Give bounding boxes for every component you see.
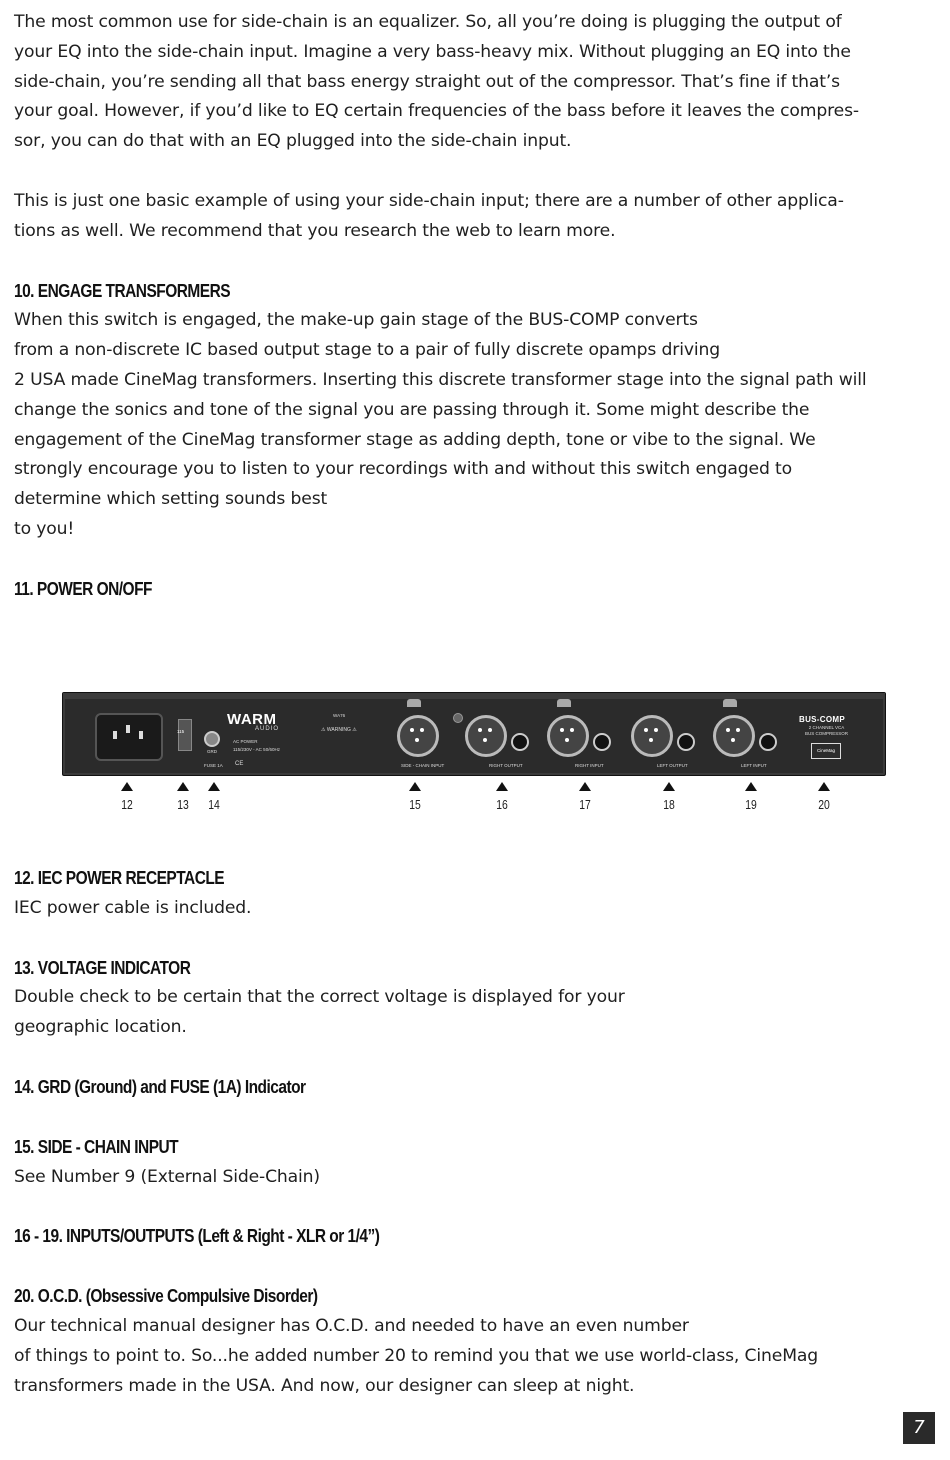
text-line: your goal. However, if you’d like to EQ certain frequencies of the bass before it leaves the compres- <box>14 101 859 122</box>
callout-12 <box>112 782 142 812</box>
right-output-jack <box>511 733 529 751</box>
section-10-heading: 10. ENGAGE TRANSFORMERS <box>14 280 231 301</box>
right-output-label: RIGHT OUTPUT <box>489 763 523 768</box>
callout-number: 13 <box>177 797 189 812</box>
section-11-heading: 11. POWER ON/OFF <box>14 578 152 599</box>
callout-number: 16 <box>496 797 508 812</box>
callout-14 <box>199 782 229 812</box>
callout-13 <box>168 782 198 812</box>
ce-mark: CE <box>235 761 244 767</box>
section-20-heading: 20. O.C.D. (Obsessive Compulsive Disorder) <box>14 1286 318 1307</box>
section-10-body <box>14 306 944 544</box>
warm-logo-sub: AUDIO <box>255 726 280 732</box>
grd-label: GRD <box>207 749 217 754</box>
left-output-label: LEFT OUTPUT <box>657 763 688 768</box>
manual-page-lower <box>14 864 944 1401</box>
right-output-xlr <box>465 715 507 757</box>
voltage-switch <box>178 719 192 751</box>
text-line: strongly encourage you to listen to your recordings with and without this switch engaged to <box>14 459 792 480</box>
callout-number: 18 <box>663 797 675 812</box>
section-16-19-heading: 16 - 19. INPUTS/OUTPUTS (Left & Right - XLR or 1/4”) <box>14 1226 380 1247</box>
text-line: IEC power cable is included. <box>14 897 252 918</box>
section-14-heading: 14. GRD (Ground) and FUSE (1A) Indicator <box>14 1076 306 1097</box>
text-line: to you! <box>14 518 75 539</box>
text-line: 2 USA made CineMag transformers. Inserting this discrete transformer stage into the signal path will <box>14 369 867 390</box>
model-label: WA76 <box>333 713 346 718</box>
section-15-body <box>14 1163 944 1193</box>
manual-page <box>14 8 944 605</box>
section-15-heading: 15. SIDE - CHAIN INPUT <box>14 1136 179 1157</box>
callout-number: 14 <box>208 797 220 812</box>
section-13-body <box>14 983 944 1043</box>
section-13-heading: 13. VOLTAGE INDICATOR <box>14 957 191 978</box>
text-line: Our technical manual designer has O.C.D. and needed to have an even number <box>14 1315 689 1336</box>
callout-number: 17 <box>579 797 591 812</box>
voltage-label: 115 <box>177 729 185 734</box>
callout-16 <box>487 782 517 812</box>
section-20-body <box>14 1312 944 1401</box>
callout-18 <box>654 782 684 812</box>
text-line: When this switch is engaged, the make-up gain stage of the BUS-COMP converts <box>14 310 698 331</box>
text-line: This is just one basic example of using your side-chain input; there are a number of other applica- <box>14 190 844 211</box>
section-12-heading: 12. IEC POWER RECEPTACLE <box>14 868 225 888</box>
left-output-jack <box>677 733 695 751</box>
ac-power-label: AC POWER <box>233 739 258 744</box>
text-line: engagement of the CineMag transformer stage as adding depth, tone or vibe to the signal. We <box>14 429 816 450</box>
text-line: change the sonics and tone of the signal you are passing through it. Some might describe the <box>14 399 810 420</box>
text-line: determine which setting sounds best <box>14 489 328 510</box>
text-line: tions as well. We recommend that you research the web to learn more. <box>14 220 616 241</box>
callout-17 <box>570 782 600 812</box>
text-line: geographic location. <box>14 1017 187 1038</box>
rear-panel <box>62 692 886 776</box>
text-line: The most common use for side-chain is an equalizer. So, all you’re doing is plugging the output of <box>14 12 842 32</box>
sidechain-input-label: SIDE - CHAIN INPUT <box>401 763 445 768</box>
section-12-body <box>14 894 944 924</box>
text-line: Double check to be certain that the correct voltage is displayed for your <box>14 987 625 1008</box>
text-line: of things to point to. So...he added number 20 to remind you that we use world-class, CineMag <box>14 1345 819 1366</box>
callout-20 <box>809 782 839 812</box>
warm-logo: WARM <box>227 711 277 728</box>
page-number: 7 <box>903 1412 935 1444</box>
intro-paragraph <box>14 8 944 157</box>
callout-number: 15 <box>409 797 421 812</box>
ac-spec-label: 115/230V - AC 50/60Hz <box>233 747 280 752</box>
text-line: from a non-discrete IC based output stage to a pair of fully discrete opamps driving <box>14 340 720 361</box>
left-output-xlr <box>631 715 673 757</box>
right-input-label: RIGHT INPUT <box>575 763 604 768</box>
warning-label: ⚠ WARNING ⚠ <box>321 727 357 733</box>
intro2-paragraph <box>14 187 944 247</box>
left-input-label: LEFT INPUT <box>741 763 767 768</box>
iec-receptacle <box>95 713 163 761</box>
bus-comp-brand: BUS-COMP <box>799 715 845 724</box>
brand-subtitle <box>805 725 848 736</box>
text-line: side-chain, you’re sending all that bass energy straight out of the compressor. That’s fine if that’s <box>14 71 840 92</box>
right-input-xlr <box>547 715 589 757</box>
rear-panel-figure <box>62 692 886 822</box>
callout-15 <box>400 782 430 812</box>
brand-subtitle-line: 2 CHANNEL VCA <box>808 725 845 730</box>
text-line: See Number 9 (External Side-Chain) <box>14 1166 320 1187</box>
left-input-jack <box>759 733 777 751</box>
right-input-jack <box>593 733 611 751</box>
fuse-label: FUSE 1A <box>204 763 223 768</box>
left-input-xlr <box>713 715 755 757</box>
callout-number: 12 <box>121 797 133 812</box>
fuse-holder <box>204 731 220 747</box>
text-line: transformers made in the USA. And now, our designer can sleep at night. <box>14 1375 635 1396</box>
sidechain-xlr <box>397 715 439 757</box>
callout-number: 19 <box>745 797 757 812</box>
text-line: your EQ into the side-chain input. Imagine a very bass-heavy mix. Without plugging an EQ into the <box>14 41 851 62</box>
callout-number: 20 <box>818 797 830 812</box>
text-line: sor, you can do that with an EQ plugged into the side-chain input. <box>14 131 572 152</box>
callout-19 <box>736 782 766 812</box>
brand-subtitle-line: BUS COMPRESSOR <box>805 730 849 736</box>
cinemag-logo: CineMag <box>811 743 841 759</box>
